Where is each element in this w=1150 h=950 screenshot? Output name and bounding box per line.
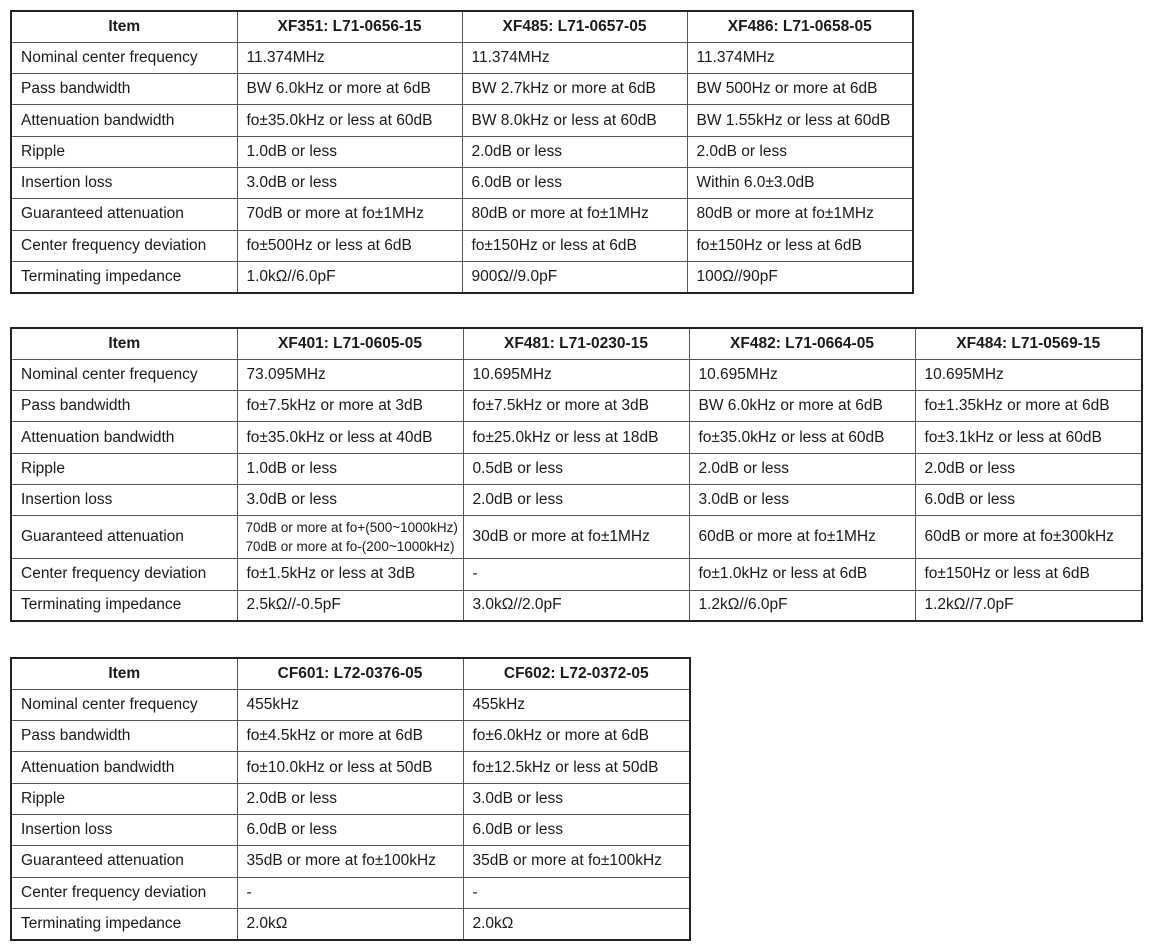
spec-value-cell: fo±12.5kHz or less at 50dB — [463, 752, 690, 783]
spec-value-cell: 3.0dB or less — [463, 783, 690, 814]
spec-value-cell: fo±1.35kHz or more at 6dB — [915, 391, 1142, 422]
model-column-header: XF486: L71-0658-05 — [687, 11, 913, 42]
spec-value-cell: 1.0dB or less — [237, 136, 462, 167]
spec-value-cell: 80dB or more at fo±1MHz — [462, 199, 687, 230]
row-label: Guaranteed attenuation — [11, 199, 237, 230]
row-label: Ripple — [11, 136, 237, 167]
table-row — [11, 908, 690, 939]
table-row — [11, 199, 913, 230]
spec-value-cell: 2.0dB or less — [237, 783, 463, 814]
table-row — [11, 689, 690, 720]
header-row — [11, 328, 1142, 359]
item-column-header: Item — [11, 328, 237, 359]
table-row — [11, 752, 690, 783]
spec-value-cell: 1.0dB or less — [237, 453, 463, 484]
spec-value-cell: fo±150Hz or less at 6dB — [462, 230, 687, 261]
model-column-header: XF401: L71-0605-05 — [237, 328, 463, 359]
item-column-header: Item — [11, 11, 237, 42]
spec-value-cell: fo±1.0kHz or less at 6dB — [689, 559, 915, 590]
table-row — [11, 877, 690, 908]
spec-value-line: 70dB or more at fo-(200~1000kHz) — [245, 539, 455, 555]
table-row — [11, 359, 1142, 390]
row-label: Ripple — [11, 783, 237, 814]
spec-value-cell: fo±150Hz or less at 6dB — [687, 230, 913, 261]
spec-value-cell: 2.0kΩ — [237, 908, 463, 939]
spec-value-cell: 2.0dB or less — [915, 453, 1142, 484]
model-column-header: CF602: L72-0372-05 — [463, 658, 690, 689]
item-column-header: Item — [11, 658, 237, 689]
spec-value-cell: fo±500Hz or less at 6dB — [237, 230, 462, 261]
spec-value-cell: fo±1.5kHz or less at 3dB — [237, 559, 463, 590]
spec-value-cell: 6.0dB or less — [463, 814, 690, 845]
spec-value-cell — [237, 516, 463, 559]
spec-value-cell: 3.0kΩ//2.0pF — [463, 590, 689, 621]
spec-value-cell: 10.695MHz — [915, 359, 1142, 390]
row-label: Attenuation bandwidth — [11, 422, 237, 453]
spec-value-cell: 35dB or more at fo±100kHz — [463, 846, 690, 877]
table-row — [11, 846, 690, 877]
spec-value-cell: fo±7.5kHz or more at 3dB — [237, 391, 463, 422]
filter-spec-table-2 — [10, 327, 1143, 622]
spec-value-cell: - — [237, 877, 463, 908]
table-row — [11, 167, 913, 198]
model-column-header: XF485: L71-0657-05 — [462, 11, 687, 42]
spec-value-cell: fo±150Hz or less at 6dB — [915, 559, 1142, 590]
filter-spec-table-1 — [10, 10, 914, 294]
row-label: Nominal center frequency — [11, 359, 237, 390]
spec-value-cell: fo±25.0kHz or less at 18dB — [463, 422, 689, 453]
model-column-header: XF482: L71-0664-05 — [689, 328, 915, 359]
spec-value-cell: BW 500Hz or more at 6dB — [687, 74, 913, 105]
table-row — [11, 105, 913, 136]
spec-value-cell: 35dB or more at fo±100kHz — [237, 846, 463, 877]
spec-value-cell: 1.0kΩ//6.0pF — [237, 261, 462, 292]
spec-value-cell: 2.0dB or less — [463, 484, 689, 515]
filter-spec-table-3 — [10, 657, 691, 941]
spec-value-cell: 10.695MHz — [689, 359, 915, 390]
table-row — [11, 721, 690, 752]
row-label: Nominal center frequency — [11, 689, 237, 720]
spec-value-cell: fo±3.1kHz or less at 60dB — [915, 422, 1142, 453]
spec-value-cell: - — [463, 877, 690, 908]
row-label: Attenuation bandwidth — [11, 752, 237, 783]
spec-value-cell: 455kHz — [463, 689, 690, 720]
table-row — [11, 136, 913, 167]
row-label: Insertion loss — [11, 814, 237, 845]
spec-value-cell: 2.0dB or less — [687, 136, 913, 167]
spec-value-cell: 30dB or more at fo±1MHz — [463, 516, 689, 559]
spec-value-cell: 6.0dB or less — [915, 484, 1142, 515]
spec-value-cell: BW 6.0kHz or more at 6dB — [689, 391, 915, 422]
spec-value-cell: BW 8.0kHz or less at 60dB — [462, 105, 687, 136]
spec-value-cell: fo±10.0kHz or less at 50dB — [237, 752, 463, 783]
spec-value-cell: fo±6.0kHz or more at 6dB — [463, 721, 690, 752]
spec-value-cell: 80dB or more at fo±1MHz — [687, 199, 913, 230]
table-row — [11, 484, 1142, 515]
table-row — [11, 391, 1142, 422]
table-row — [11, 516, 1142, 559]
spec-value-cell: BW 1.55kHz or less at 60dB — [687, 105, 913, 136]
spec-value-cell: 6.0dB or less — [462, 167, 687, 198]
row-label: Terminating impedance — [11, 908, 237, 939]
spec-value-cell: 60dB or more at fo±300kHz — [915, 516, 1142, 559]
table-row — [11, 422, 1142, 453]
table-row — [11, 814, 690, 845]
row-label: Attenuation bandwidth — [11, 105, 237, 136]
row-label: Guaranteed attenuation — [11, 846, 237, 877]
spec-value-cell: 6.0dB or less — [237, 814, 463, 845]
spec-value-cell: 10.695MHz — [463, 359, 689, 390]
spec-value-cell: 11.374MHz — [462, 42, 687, 73]
table-row — [11, 453, 1142, 484]
spec-value-cell: 60dB or more at fo±1MHz — [689, 516, 915, 559]
spec-value-cell: fo±35.0kHz or less at 60dB — [237, 105, 462, 136]
table-row — [11, 590, 1142, 621]
spec-value-cell: 73.095MHz — [237, 359, 463, 390]
spec-value-cell: fo±35.0kHz or less at 60dB — [689, 422, 915, 453]
row-label: Nominal center frequency — [11, 42, 237, 73]
table-row — [11, 559, 1142, 590]
header-row — [11, 11, 913, 42]
row-label: Center frequency deviation — [11, 877, 237, 908]
row-label: Insertion loss — [11, 484, 237, 515]
table-row — [11, 42, 913, 73]
spec-value-cell: 900Ω//9.0pF — [462, 261, 687, 292]
row-label: Ripple — [11, 453, 237, 484]
row-label: Pass bandwidth — [11, 74, 237, 105]
table-row — [11, 261, 913, 292]
row-label: Center frequency deviation — [11, 559, 237, 590]
spec-value-cell: 2.0dB or less — [689, 453, 915, 484]
spec-value-cell: Within 6.0±3.0dB — [687, 167, 913, 198]
row-label: Center frequency deviation — [11, 230, 237, 261]
spec-value-cell: 1.2kΩ//6.0pF — [689, 590, 915, 621]
spec-value-cell: 70dB or more at fo±1MHz — [237, 199, 462, 230]
table-row — [11, 783, 690, 814]
spec-value-cell: 1.2kΩ//7.0pF — [915, 590, 1142, 621]
table-row — [11, 230, 913, 261]
row-label: Pass bandwidth — [11, 721, 237, 752]
spec-value-cell: 0.5dB or less — [463, 453, 689, 484]
spec-value-cell: - — [463, 559, 689, 590]
spec-value-cell: 3.0dB or less — [689, 484, 915, 515]
spec-value-line: 70dB or more at fo+(500~1000kHz) — [245, 520, 458, 536]
spec-value-cell: 100Ω//90pF — [687, 261, 913, 292]
table-row — [11, 74, 913, 105]
model-column-header: XF481: L71-0230-15 — [463, 328, 689, 359]
spec-value-cell: fo±7.5kHz or more at 3dB — [463, 391, 689, 422]
spec-value-cell: 3.0dB or less — [237, 484, 463, 515]
spec-value-cell: 2.5kΩ//-0.5pF — [237, 590, 463, 621]
row-label: Insertion loss — [11, 167, 237, 198]
model-column-header: XF351: L71-0656-15 — [237, 11, 462, 42]
spec-value-cell: BW 2.7kHz or more at 6dB — [462, 74, 687, 105]
row-label: Pass bandwidth — [11, 391, 237, 422]
spec-value-cell: 3.0dB or less — [237, 167, 462, 198]
spec-value-cell: 455kHz — [237, 689, 463, 720]
row-label: Guaranteed attenuation — [11, 516, 237, 559]
row-label: Terminating impedance — [11, 261, 237, 292]
spec-value-cell: fo±4.5kHz or more at 6dB — [237, 721, 463, 752]
spec-value-cell: 2.0dB or less — [462, 136, 687, 167]
spec-value-cell: 11.374MHz — [237, 42, 462, 73]
spec-value-cell: fo±35.0kHz or less at 40dB — [237, 422, 463, 453]
row-label: Terminating impedance — [11, 590, 237, 621]
header-row — [11, 658, 690, 689]
model-column-header: CF601: L72-0376-05 — [237, 658, 463, 689]
spec-value-cell: 11.374MHz — [687, 42, 913, 73]
spec-value-cell: 2.0kΩ — [463, 908, 690, 939]
spec-value-cell: BW 6.0kHz or more at 6dB — [237, 74, 462, 105]
model-column-header: XF484: L71-0569-15 — [915, 328, 1142, 359]
